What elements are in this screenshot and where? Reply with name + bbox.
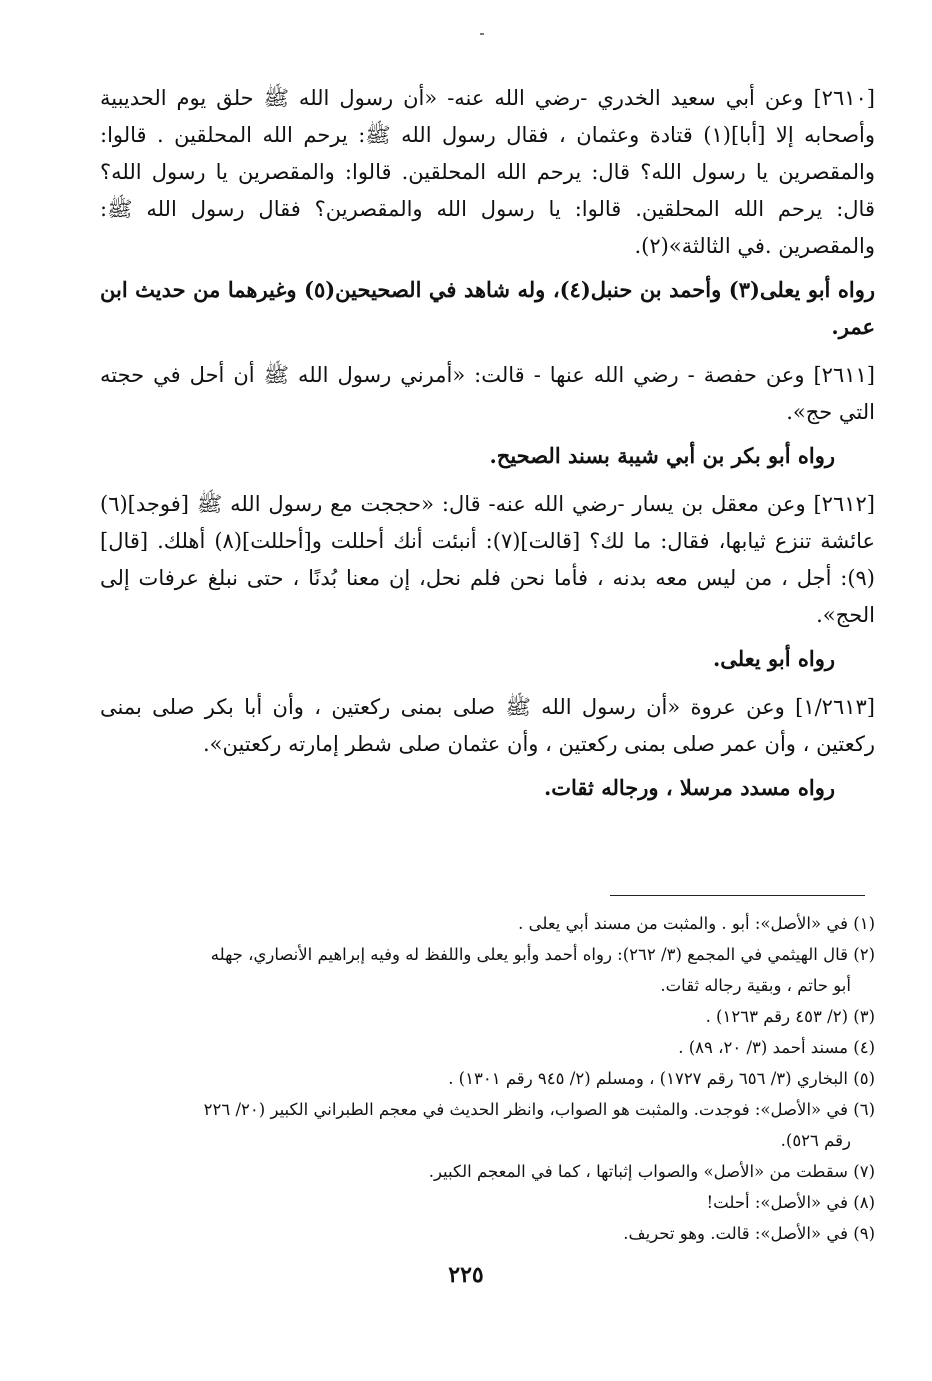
footnote-4: (٤) مسند أحمد (٣/ ٢٠، ٨٩) . [678, 1038, 875, 1057]
footnote-3: (٣) (٢/ ٤٥٣ رقم ١٢٦٣) . [705, 1007, 875, 1026]
hadith-2612: [٢٦١٢] وعن معقل بن يسار -رضي الله عنه- قال: «حججت مع رسول الله ﷺ [فوجد](٦) عائشة تنزع ثيابها، فقال: ما لك؟ [قالت](٧): أنبئت أنك أحللت و[أحللت](٨) أهلك. [قال](٩): أجل ، من ليس معه بدنه ، فأما نحن فلم نحل، إن معنا بُدنًا ، حتى نبلغ عرفات إلى الحج». [100, 492, 875, 627]
hadith-2610: [٢٦١٠] وعن أبي سعيد الخدري -رضي الله عنه- «أن رسول الله ﷺ حلق يوم الحديبية وأصحابه إلا [أبا](١) قتادة وعثمان ، فقال رسول الله ﷺ: يرحم الله المحلقين . قالوا: والمقصرين يا رسول الله؟ قال: يرحم الله المحلقين. قالوا: والمقصرين يا رسول الله؟ قال: يرحم الله المحلقين. قالوا: يا رسول الله والمقصرين؟ فقال رسول الله ﷺ: والمقصرين .في الثالثة»(٢). [100, 86, 876, 258]
footnote-2: (٢) قال الهيثمي في المجمع (٣/ ٢٦٢): رواه أحمد وأبو يعلى واللفظ له وفيه إبراهيم الأنصاري، جهله أبو حاتم ، وبقية رجاله ثقات. [100, 939, 875, 1001]
hadith-2613: [١/٢٦١٣] وعن عروة «أن رسول الله ﷺ صلى بمنى ركعتين ، وأن أبا بكر صلى بمنى ركعتين ، وأن عمر صلى بمنى ركعتين ، وأن عثمان صلى شطر إمارته ركعتين». [100, 695, 875, 756]
footnote-6: (٦) في «الأصل»: فوجدت. والمثبت هو الصواب، وانظر الحديث في معجم الطبراني الكبير (٢٠/ ٢٢٦ رقم ٥٢٦). [100, 1094, 875, 1156]
page-number: ٢٢٥ [448, 1262, 484, 1288]
footnote-5: (٥) البخاري (٣/ ٦٥٦ رقم ١٧٢٧) ، ومسلم (٢/ ٩٤٥ رقم ١٣٠١) . [448, 1069, 875, 1088]
source-2611: رواه أبو بكر بن أبي شيبة بسند الصحيح. [489, 443, 835, 468]
footnotes [100, 908, 875, 1249]
scan-mark [480, 33, 484, 35]
source-2613: رواه مسدد مرسلا ، ورجاله ثقات. [543, 775, 835, 800]
source-2612: رواه أبو يعلى. [712, 646, 835, 671]
footnote-2-continuation: أبو حاتم ، وبقية رجاله ثقات. [660, 976, 851, 995]
footnote-1: (١) في «الأصل»: أبو . والمثبت من مسند أبي يعلى . [518, 914, 875, 933]
footnote-divider [610, 895, 865, 896]
main-text [100, 80, 875, 818]
footnote-9: (٩) في «الأصل»: قالت. وهو تحريف. [623, 1224, 875, 1243]
footnote-6-continuation: رقم ٥٢٦). [780, 1131, 851, 1150]
hadith-2611: [٢٦١١] وعن حفصة - رضي الله عنها - قالت: «أمرني رسول الله ﷺ أن أحل في حجته التي حج». [100, 363, 875, 424]
footnote-8: (٨) في «الأصل»: أحلت! [706, 1193, 875, 1212]
source-2610: رواه أبو يعلى(٣) وأحمد بن حنبل(٤)، وله شاهد في الصحيحين(٥) وغيرهما من حديث ابن عمر. [100, 277, 875, 339]
footnote-7: (٧) سقطت من «الأصل» والصواب إثباتها ، كما في المعجم الكبير. [428, 1162, 875, 1181]
